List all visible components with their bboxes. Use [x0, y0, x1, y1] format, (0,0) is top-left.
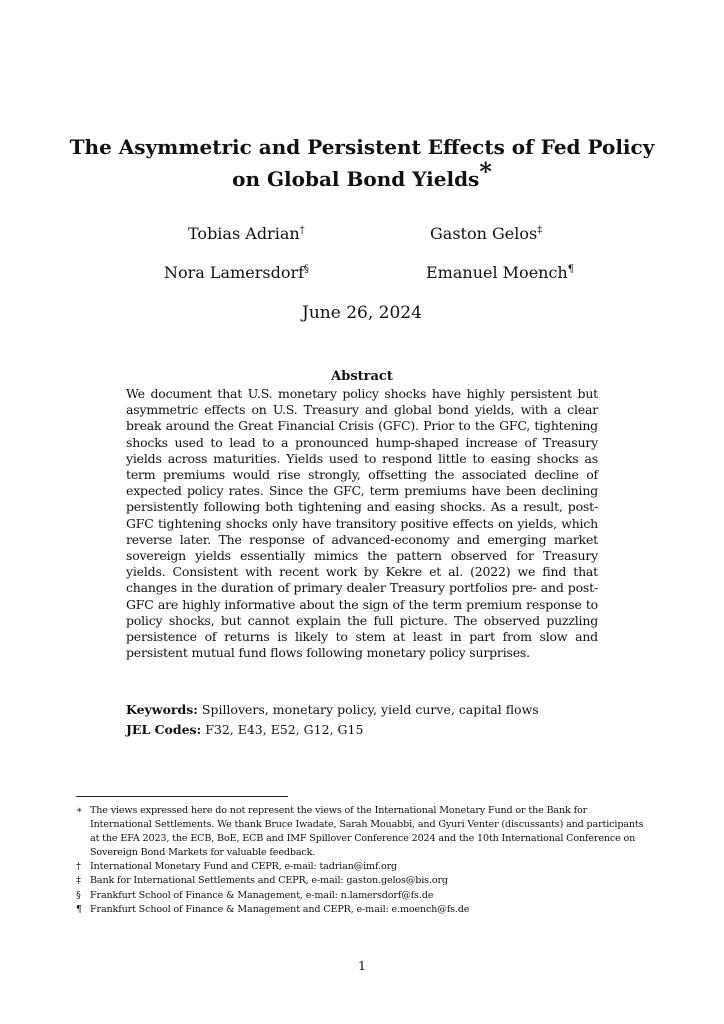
author-moench: [426, 263, 574, 283]
paper-title: [60, 131, 664, 195]
footnote-item: [76, 860, 648, 874]
author-name: Gaston Gelos: [430, 224, 538, 243]
footnote-divider: [76, 796, 288, 797]
author-footnote-mark[interactable]: ‡: [537, 225, 543, 236]
footnote-text: Frankfurt School of Finance & Management and CEPR, e-mail: e.moench@fs.de: [90, 903, 470, 915]
footnote-mark: ¶: [76, 903, 82, 915]
paper-date: June 26, 2024: [302, 303, 422, 323]
title-line-2-text: on Global Bond Yields: [232, 167, 480, 191]
abstract-body: We document that U.S. monetary policy shocks have highly persistent but asymmetric effects on U.S. Treasury and global bond yields, with a clear break around the Great Financial Crisis (GFC). Prior to the GFC, tightening shocks used to lead to a pronounced hump-shaped increase of Treasury yields across maturities. Yields used to respond little to easing shocks as term premiums would rise strongly, offsetting the associated decline of expected policy rates. Since the GFC, term premiums have been declining persistently following both tightening and easing shocks. As a result, post-GFC tightening shocks only have transitory positive effects on yields, which reverse later. The response of advanced-economy and emerging market sovereign yields essentially mimics the pattern observed for Treasury yields. Consistent with recent work by Kekre et al. (2022) we find that changes in the duration of primary dealer Treasury portfolios pre- and post-GFC are highly informative about the sign of the term premium response to policy shocks, but cannot explain the full picture. The observed puzzling persistence of returns is likely to stem at least in part from slow and persistent mutual fund flows following monetary policy surprises.: [126, 386, 598, 661]
footnote-item: [76, 804, 648, 860]
footnote-item: [76, 903, 648, 917]
abstract-heading: Abstract: [331, 369, 393, 384]
footnote-text: International Monetary Fund and CEPR, e-mail: tadrian@imf.org: [90, 861, 397, 873]
footnote-text: The views expressed here do not represent the views of the International Monetary Fund or the Bank for International Settlements. We thank Bruce Iwadate, Sarah Mouabbi, and Gyuri Venter (discussants) and participants at the EFA 2023, the ECB, BoE, ECB and IMF Spillover Conference 2024 and the 10th International Conference on Sovereign Bond Markets for valuable feedback.: [90, 805, 644, 859]
keywords-text: Spillovers, monetary policy, yield curve, capital flows: [201, 702, 539, 717]
footnote-mark: †: [76, 861, 81, 873]
footnote-mark: ‡: [76, 875, 81, 887]
footnote-text: Bank for International Settlements and CEPR, e-mail: gaston.gelos@bis.org: [90, 875, 448, 887]
jel-codes-label: JEL Codes:: [126, 722, 202, 737]
author-gelos: [430, 224, 542, 244]
footnote-item: [76, 889, 648, 903]
author-adrian: [188, 224, 305, 244]
author-footnote-mark[interactable]: ¶: [567, 264, 575, 275]
footnote-mark: ∗: [76, 805, 83, 816]
jel-codes-text: F32, E43, E52, G12, G15: [205, 722, 364, 737]
footnotes: [76, 804, 648, 917]
author-footnote-mark[interactable]: §: [304, 264, 310, 275]
author-footnote-mark[interactable]: †: [299, 225, 305, 236]
author-name: Emanuel Moench: [426, 263, 568, 282]
jel-codes-line: [126, 722, 363, 737]
footnote-item: [76, 874, 648, 888]
author-name: Tobias Adrian: [188, 224, 300, 243]
keywords-label: Keywords:: [126, 702, 198, 717]
title-footnote-mark[interactable]: *: [479, 157, 492, 186]
author-name: Nora Lamersdorf: [164, 263, 305, 282]
keywords-line: [126, 702, 539, 717]
author-lamersdorf: [164, 263, 309, 283]
page-number: 1: [358, 958, 366, 973]
footnote-mark: §: [76, 889, 81, 901]
title-line-1: The Asymmetric and Persistent Effects of Fed Policy: [69, 135, 655, 159]
title-line-2: [60, 157, 664, 195]
footnote-text: Frankfurt School of Finance & Management, e-mail: n.lamersdorf@fs.de: [90, 889, 434, 901]
